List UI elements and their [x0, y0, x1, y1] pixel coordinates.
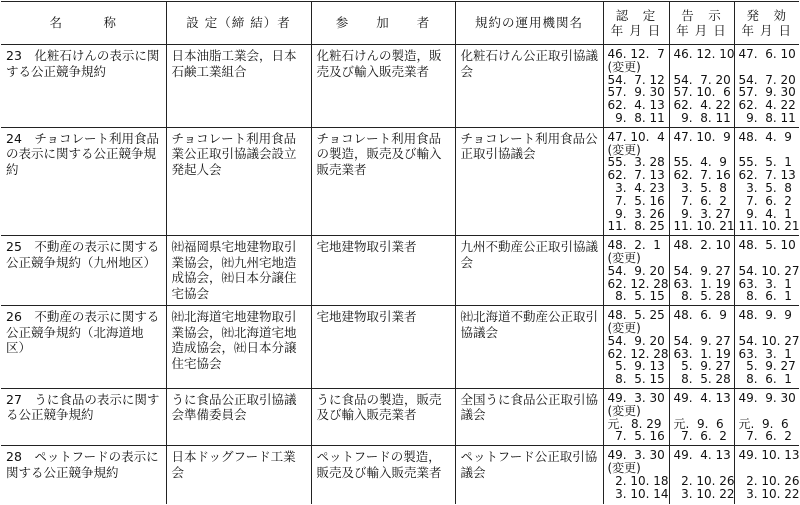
table-row [1, 306, 799, 389]
notice-dates: 49. 4. 13 2. 10. 26 3. 10. 22 [673, 448, 735, 501]
table-row [1, 446, 799, 504]
participants: ペットフードの製造，販売及び輸入販売業者 [316, 449, 442, 480]
regulation-name: 27 うに食品の表示に関する公正競争規約 [6, 391, 160, 423]
approval-dates: 48. 5. 25 (変更) 54. 9. 20 62. 12. 28 5. 9. 13 8. 5. 15 [607, 308, 669, 387]
regulation-name: 23 化粧石けんの表示に関する公正競争規約 [6, 48, 160, 79]
notice-dates: 48. 2. 10 54. 9. 27 63. 1. 19 8. 5. 28 [673, 238, 731, 304]
header-participants: 参 加 者 [311, 2, 455, 45]
operator: 化粧石けん公正取引協議会 [460, 48, 599, 79]
regulation-name: 25 不動産の表示に関する公正競争規約（九州地区） [6, 239, 160, 270]
regulation-name: 26 不動産の表示に関する公正競争規約（北海道地区） [6, 309, 160, 356]
effective-dates: 48. 4. 9 55. 5. 1 62. 7. 13 3. 5. 8 7. 6. 2 9. 4. 1 11. 10. 21 [738, 129, 800, 234]
operator: 全国うに食品公正取引協議会 [460, 391, 599, 423]
regulation-name: 28 ペットフードの表示に関する公正競争規約 [6, 449, 159, 480]
table-row [1, 236, 799, 306]
establisher: うに食品公正取引協議会準備委員会 [171, 391, 297, 423]
notice-dates: 46. 12. 10 54. 7. 20 57. 10. 6 62. 4. 22 9. 8. 11 [673, 47, 735, 125]
header-approval-date: 認 定 年 月 日 [603, 2, 669, 45]
establisher: 日本油脂工業会，日本石鹸工業組合 [171, 48, 297, 79]
regulation-name: 24 チョコレート利用食品の表示に関する公正競争規約 [6, 130, 160, 177]
notice-dates: 49. 4. 13 元. 9. 6 7. 6. 2 [673, 390, 731, 444]
header-notice-date: 告 示 年 月 日 [669, 2, 734, 45]
approval-dates: 49. 3. 30 (変更) 元. 8. 29 7. 5. 16 [607, 390, 665, 444]
establisher: 日本ドッグフード工業会 [171, 449, 296, 480]
header-name: 名 称 [1, 2, 166, 45]
establisher: ㈳福岡県宅地建物取引業協会，㈳九州宅地造成協会，㈳日本分譲住宅協会 [171, 239, 297, 301]
effective-dates: 48. 9. 9 54. 10. 27 63. 3. 1 5. 9. 27 8. 6. 1 [738, 308, 800, 387]
effective-dates: 49. 9. 30 元. 9. 6 7. 6. 2 [738, 390, 796, 444]
effective-dates: 47. 6. 10 54. 7. 20 57. 9. 30 62. 4. 22 9. 8. 11 [738, 47, 796, 125]
establisher: ㈳北海道宅地建物取引業協会，㈳北海道宅地造成協会，㈳日本分譲住宅協会 [171, 309, 297, 371]
participants: チョコレート利用食品の製造，販売及び輸入販売業者 [316, 130, 442, 177]
regulation-table [1, 1, 799, 504]
approval-dates: 48. 2. 1 (変更) 54. 9. 20 62. 12. 28 8. 5. 15 [607, 238, 669, 304]
participants: 化粧石けんの製造，販売及び輸入販売業者 [316, 48, 442, 79]
notice-dates: 48. 6. 9 54. 9. 27 63. 1. 19 5. 9. 27 8. 5. 28 [673, 308, 731, 387]
table-row [1, 45, 799, 128]
approval-dates: 46. 12. 7 (変更) 54. 7. 12 57. 9. 30 62. 4. 13 9. 8. 11 [607, 47, 665, 125]
notice-dates: 47. 10. 9 55. 4. 9 62. 7. 16 3. 5. 8 7. 6. 2 9. 3. 27 11. 10. 21 [673, 129, 735, 234]
table-row [1, 127, 799, 235]
effective-dates: 49. 10. 13 2. 10. 26 3. 10. 22 [738, 448, 800, 501]
effective-dates: 48. 5. 10 54. 10. 27 63. 3. 1 8. 6. 1 [738, 238, 800, 304]
header-operator: 規約の運用機関名 [455, 2, 603, 45]
operator: チョコレート利用食品公正取引協議会 [460, 130, 598, 162]
operator: 九州不動産公正取引協議会 [460, 239, 599, 270]
header-row [1, 2, 799, 45]
participants: 宅地建物取引業者 [316, 239, 417, 255]
operator: ペットフード公正取引協議会 [460, 449, 598, 480]
table-row [1, 388, 799, 445]
header-effective-date: 発 効 年 月 日 [734, 2, 799, 45]
header-establisher: 設 定（締 結）者 [166, 2, 311, 45]
operator: ㈳北海道不動産公正取引協議会 [460, 309, 599, 340]
approval-dates: 49. 3. 30 (変更) 2. 10. 18 3. 10. 14 [607, 448, 669, 501]
approval-dates: 47. 10. 4 (変更) 55. 3. 28 62. 7. 13 3. 4. 23 7. 5. 16 9. 3. 26 11. 8. 25 [607, 129, 665, 234]
establisher: チョコレート利用食品業公正取引協議会設立発起人会 [171, 130, 297, 177]
participants: うに食品の製造，販売及び輸入販売業者 [316, 391, 442, 423]
participants: 宅地建物取引業者 [316, 309, 417, 325]
